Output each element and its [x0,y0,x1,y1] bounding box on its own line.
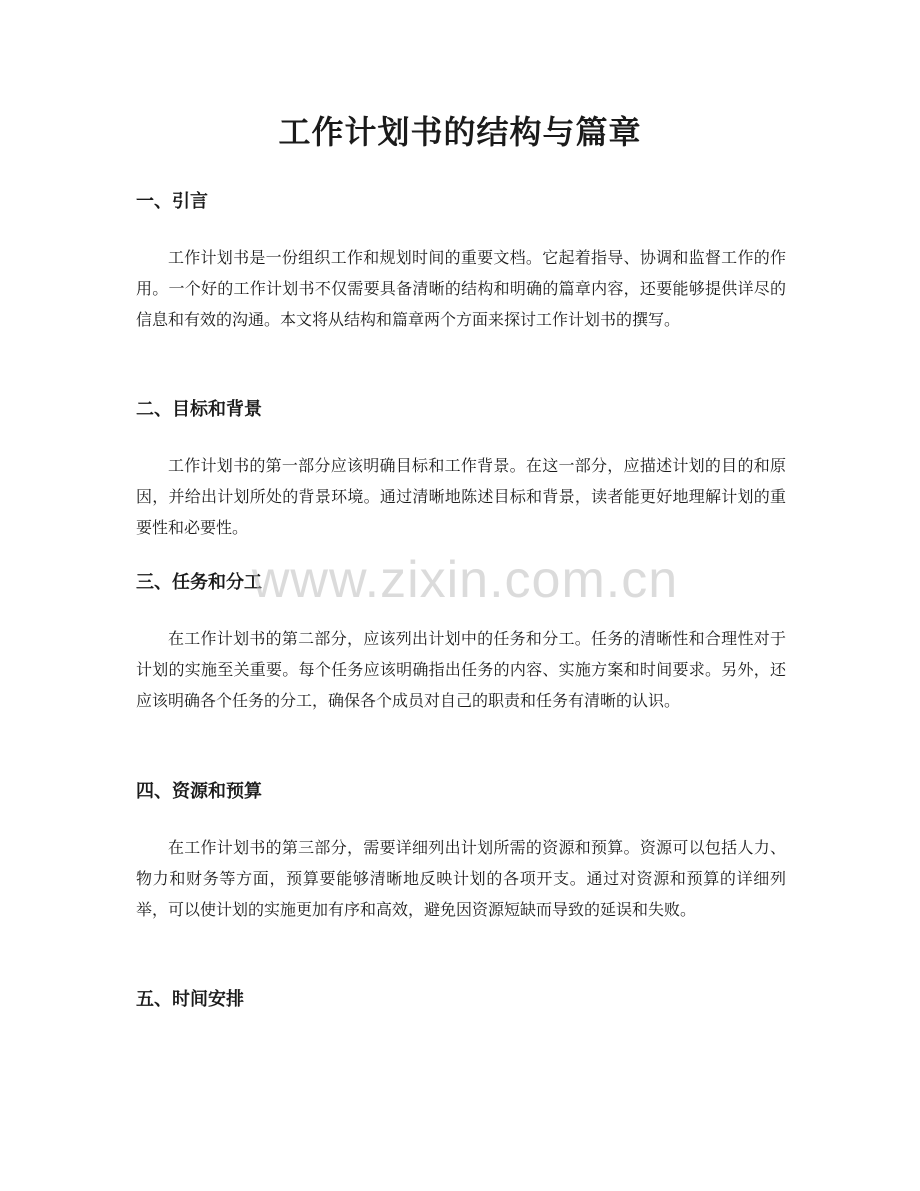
section-heading: 三、任务和分工 [136,572,262,593]
section-time-schedule [136,986,786,1014]
section-tasks-division [136,569,786,716]
section-paragraph: 在工作计划书的第三部分，需要详细列出计划所需的资源和预算。资源可以包括人力、物力和财务等方面，预算要能够清晰地反映计划的各项开支。通过对资源和预算的详细列举，可以使计划的实施更加有序和高效，避免因资源短缺而导致的延误和失败。 [136,838,786,919]
section-paragraph: 工作计划书的第一部分应该明确目标和工作背景。在这一部分，应描述计划的目的和原因，并给出计划所处的背景环境。通过清晰地陈述目标和背景，读者能更好地理解计划的重要性和必要性。 [136,456,786,537]
document-title: 工作计划书的结构与篇章 [278,113,642,151]
section-heading: 一、引言 [136,191,208,212]
section-heading: 五、时间安排 [136,989,244,1010]
section-goals-background [136,396,786,543]
section-introduction [136,188,786,335]
section-heading: 四、资源和预算 [136,781,262,802]
watermark-text: www.zixin.com.cn [251,551,679,609]
section-paragraph: 在工作计划书的第二部分，应该列出计划中的任务和分工。任务的清晰性和合理性对于计划的实施至关重要。每个任务应该明确指出任务的内容、实施方案和时间要求。另外，还应该明确各个任务的分工，确保各个成员对自己的职责和任务有清晰的认识。 [136,629,786,710]
section-paragraph: 工作计划书是一份组织工作和规划时间的重要文档。它起着指导、协调和监督工作的作用。一个好的工作计划书不仅需要具备清晰的结构和明确的篇章内容，还要能够提供详尽的信息和有效的沟通。本文将从结构和篇章两个方面来探讨工作计划书的撰写。 [136,248,786,329]
section-resources-budget [136,778,786,925]
section-heading: 二、目标和背景 [136,399,262,420]
